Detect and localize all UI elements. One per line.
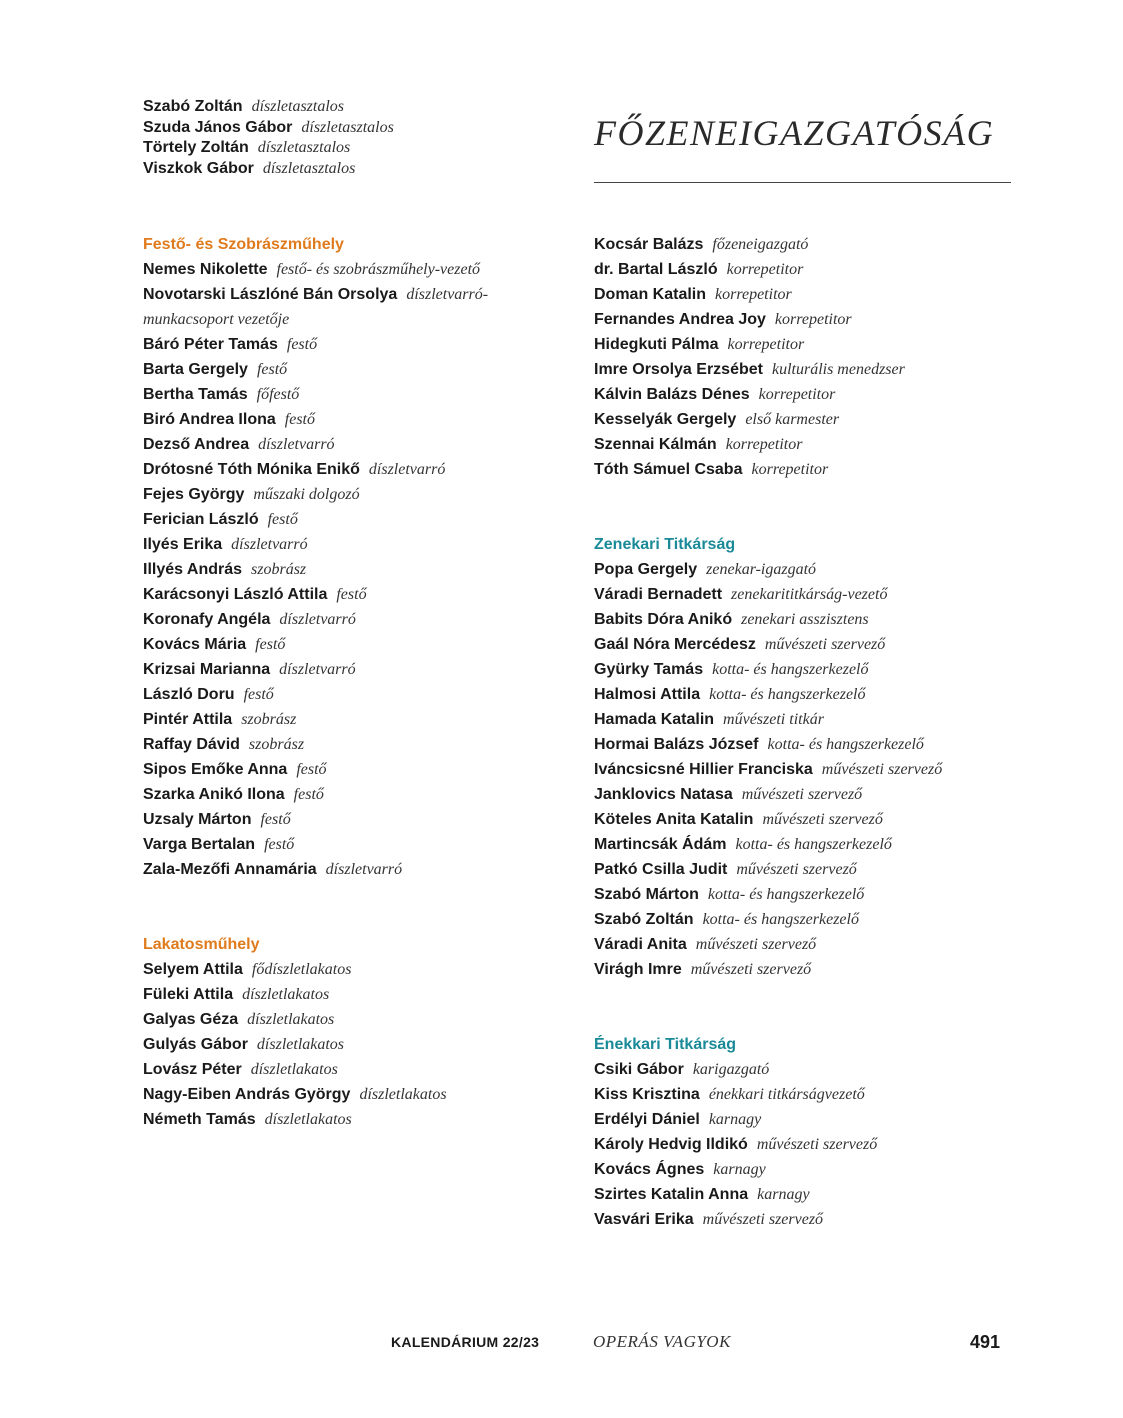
staff-role: díszletasztalos <box>257 139 351 156</box>
staff-name: László Doru <box>143 686 235 703</box>
staff-role: díszletasztalos <box>251 98 345 115</box>
staff-role: díszletvarró-munkacsoport vezetője <box>143 286 489 328</box>
staff-name: Kocsár Balázs <box>594 236 704 253</box>
staff-entry <box>594 882 942 907</box>
staff-name: Kovács Ágnes <box>594 1161 705 1178</box>
staff-name: Halmosi Attila <box>594 686 701 703</box>
staff-role: karnagy <box>713 1161 766 1178</box>
staff-role: korrepetitor <box>726 261 804 278</box>
staff-role: zenekar-igazgató <box>706 561 817 578</box>
staff-role: festő <box>296 761 327 778</box>
staff-role: művészeti szervező <box>762 811 883 828</box>
staff-entry <box>143 607 573 632</box>
staff-role: korrepetitor <box>758 386 836 403</box>
staff-entry <box>594 1057 877 1082</box>
staff-role: művészeti szervező <box>702 1211 824 1228</box>
staff-entry <box>594 332 905 357</box>
staff-role: díszletvarró <box>368 461 446 478</box>
festo-szobrasz-list <box>143 257 573 882</box>
staff-entry <box>594 1182 877 1207</box>
footer-publication: KALENDÁRIUM 22/23 <box>391 1334 540 1350</box>
staff-name: Koronafy Angéla <box>143 611 271 628</box>
staff-role: festő <box>336 586 367 603</box>
staff-name: Popa Gergely <box>594 561 698 578</box>
staff-entry <box>143 257 573 282</box>
staff-role: díszletvarró <box>325 861 403 878</box>
staff-role: szobrász <box>251 561 307 578</box>
staff-entry <box>594 432 905 457</box>
staff-name: Illyés András <box>143 561 243 578</box>
staff-entry <box>143 1082 447 1107</box>
staff-entry <box>143 807 573 832</box>
staff-role: zenekari asszisztens <box>741 611 869 628</box>
staff-entry <box>594 232 905 257</box>
staff-name: Kiss Krisztina <box>594 1086 700 1103</box>
staff-name: Doman Katalin <box>594 286 707 303</box>
footer-slogan: OPERÁS VAGYOK <box>593 1332 731 1351</box>
staff-name: Zala-Mezőfi Annamária <box>143 861 317 878</box>
staff-name: Drótosné Tóth Mónika Enikő <box>143 461 360 478</box>
staff-name: Barta Gergely <box>143 361 248 378</box>
staff-name: Gaál Nóra Mercédesz <box>594 636 756 653</box>
staff-entry <box>143 732 573 757</box>
staff-entry <box>143 507 573 532</box>
staff-name: Uzsaly Márton <box>143 811 252 828</box>
staff-name: Kálvin Balázs Dénes <box>594 386 750 403</box>
staff-role: korrepetitor <box>715 286 792 303</box>
staff-name: Báró Péter Tamás <box>143 336 278 353</box>
staff-entry <box>594 382 905 407</box>
staff-name: Viszkok Gábor <box>143 159 254 177</box>
lakatos-heading: Lakatosműhely <box>143 936 260 953</box>
staff-entry <box>143 382 573 407</box>
staff-entry <box>594 307 905 332</box>
staff-name: Babits Dóra Anikó <box>594 611 733 628</box>
staff-name: Sipos Emőke Anna <box>143 761 288 778</box>
staff-name: Károly Hedvig Ildikó <box>594 1136 748 1153</box>
staff-entry <box>143 407 573 432</box>
staff-role: művészeti titkár <box>723 711 824 728</box>
staff-entry <box>143 282 573 332</box>
festo-szobrasz-heading: Festő- és Szobrászműhely <box>143 236 344 253</box>
staff-role: kotta- és hangszerkezelő <box>709 686 866 703</box>
staff-name: Kovács Mária <box>143 636 247 653</box>
staff-role: díszletlakatos <box>256 1036 345 1053</box>
staff-role: díszletlakatos <box>359 1086 447 1103</box>
staff-role: festő <box>243 686 274 703</box>
staff-role: zenekarititkárság-vezető <box>731 586 888 603</box>
staff-name: Patkó Csilla Judit <box>594 861 728 878</box>
staff-entry <box>143 332 573 357</box>
staff-role: korrepetitor <box>751 461 829 478</box>
staff-role: festő <box>260 811 291 828</box>
staff-role: kotta- és hangszerkezelő <box>707 886 865 903</box>
staff-role: művészeti szervező <box>764 636 886 653</box>
staff-name: Hidegkuti Pálma <box>594 336 719 353</box>
staff-name: Bertha Tamás <box>143 386 248 403</box>
staff-entry <box>594 857 942 882</box>
staff-name: Szabó Zoltán <box>143 98 243 115</box>
staff-role: díszletvarró <box>279 661 356 678</box>
staff-role: karnagy <box>708 1111 762 1128</box>
staff-role: festő- és szobrászműhely-vezető <box>276 261 481 278</box>
staff-name: Gulyás Gábor <box>143 1036 248 1053</box>
staff-role: művészeti szervező <box>756 1136 878 1153</box>
staff-entry <box>594 582 942 607</box>
staff-name: Virágh Imre <box>594 961 682 978</box>
staff-name: Biró Andrea Ilona <box>143 411 276 428</box>
staff-entry <box>143 482 573 507</box>
zenekari-heading: Zenekari Titkárság <box>594 536 736 553</box>
staff-name: Fernandes Andrea Joy <box>594 311 766 328</box>
staff-entry <box>143 657 573 682</box>
staff-entry <box>594 607 942 632</box>
staff-entry <box>594 907 942 932</box>
page-title: FŐZENEIGAZGATÓSÁG <box>594 113 995 153</box>
staff-role: művészeti szervező <box>736 861 857 878</box>
staff-entry <box>143 982 447 1007</box>
staff-entry <box>594 632 942 657</box>
staff-entry <box>594 1107 877 1132</box>
staff-entry <box>143 707 573 732</box>
diszletasztalos-list <box>143 97 394 179</box>
staff-role: szobrász <box>241 711 297 728</box>
staff-name: Raffay Dávid <box>143 736 240 753</box>
staff-name: Vasvári Erika <box>594 1211 694 1228</box>
staff-entry <box>594 357 905 382</box>
staff-role: festő <box>264 836 295 853</box>
staff-role: korrepetitor <box>725 436 803 453</box>
staff-entry <box>143 118 394 139</box>
staff-role: karigazgató <box>692 1061 770 1078</box>
staff-name: Füleki Attila <box>143 986 234 1003</box>
staff-entry <box>143 457 573 482</box>
staff-entry <box>594 657 942 682</box>
staff-name: Fejes György <box>143 486 245 503</box>
staff-role: díszletvarró <box>231 536 308 553</box>
staff-role: festő <box>255 636 286 653</box>
staff-entry <box>143 532 573 557</box>
enekkari-heading: Énekkari Titkárság <box>594 1036 737 1053</box>
staff-role: fődíszletlakatos <box>251 961 352 978</box>
staff-name: Váradi Anita <box>594 936 687 953</box>
staff-name: Hamada Katalin <box>594 711 715 728</box>
staff-role: művészeti szervező <box>821 761 943 778</box>
staff-entry <box>143 159 394 180</box>
staff-name: Tóth Sámuel Csaba <box>594 461 743 478</box>
staff-entry <box>594 1132 877 1157</box>
staff-role: karnagy <box>757 1186 810 1203</box>
staff-entry <box>594 282 905 307</box>
staff-entry <box>143 857 573 882</box>
staff-name: Törtely Zoltán <box>143 139 249 156</box>
staff-role: kotta- és hangszerkezelő <box>712 661 869 678</box>
staff-entry <box>594 957 942 982</box>
staff-name: Janklovics Natasa <box>594 786 733 803</box>
staff-name: Csiki Gábor <box>594 1061 684 1078</box>
staff-entry <box>143 757 573 782</box>
staff-entry <box>594 1207 877 1232</box>
staff-entry <box>594 257 905 282</box>
staff-name: Váradi Bernadett <box>594 586 723 603</box>
title-divider <box>594 182 1011 183</box>
staff-role: festő <box>284 411 315 428</box>
staff-name: Varga Bertalan <box>143 836 256 853</box>
staff-entry <box>143 632 573 657</box>
staff-name: Köteles Anita Katalin <box>594 811 754 828</box>
staff-name: Szarka Anikó Ilona <box>143 786 285 803</box>
staff-role: kulturális menedzser <box>771 361 905 378</box>
staff-entry <box>594 707 942 732</box>
staff-name: dr. Bartal László <box>594 261 718 278</box>
staff-entry <box>594 832 942 857</box>
staff-name: Szabó Zoltán <box>594 911 694 928</box>
staff-role: díszletlakatos <box>242 986 330 1003</box>
staff-name: Iváncsicsné Hillier Franciska <box>594 761 813 778</box>
staff-entry <box>594 732 942 757</box>
staff-name: Erdélyi Dániel <box>594 1111 700 1128</box>
staff-role: művészeti szervező <box>695 936 817 953</box>
staff-role: díszletlakatos <box>250 1061 338 1078</box>
staff-entry <box>143 682 573 707</box>
staff-name: Martincsák Ádám <box>594 836 727 853</box>
staff-entry <box>594 682 942 707</box>
staff-role: díszletasztalos <box>301 118 394 136</box>
staff-entry <box>143 582 573 607</box>
page-number: 491 <box>970 1332 1001 1352</box>
staff-name: Galyas Géza <box>143 1011 239 1028</box>
staff-name: Lovász Péter <box>143 1061 242 1078</box>
staff-entry <box>143 557 573 582</box>
staff-role: kotta- és hangszerkezelő <box>767 736 924 753</box>
staff-name: Szennai Kálmán <box>594 436 717 453</box>
staff-entry <box>143 97 394 118</box>
staff-name: Dezső Andrea <box>143 436 250 453</box>
staff-name: Németh Tamás <box>143 1111 256 1128</box>
staff-entry <box>594 932 942 957</box>
staff-entry <box>143 957 447 982</box>
staff-role: festő <box>293 786 324 803</box>
staff-role: énekkari titkárságvezető <box>708 1086 865 1103</box>
staff-name: Nemes Nikolette <box>143 261 268 278</box>
staff-name: Gyürky Tamás <box>594 661 704 678</box>
staff-name: Hormai Balázs József <box>594 736 759 753</box>
staff-entry <box>143 1032 447 1057</box>
staff-entry <box>594 557 942 582</box>
staff-role: díszletlakatos <box>264 1111 352 1128</box>
staff-role: művészeti szervező <box>690 961 812 978</box>
staff-entry <box>594 807 942 832</box>
staff-role: főfestő <box>256 386 300 403</box>
staff-name: Novotarski Lászlóné Bán Orsolya <box>143 286 398 303</box>
staff-entry <box>143 138 394 159</box>
staff-role: első karmester <box>745 411 840 428</box>
staff-role: kotta- és hangszerkezelő <box>702 911 859 928</box>
staff-role: festő <box>267 511 298 528</box>
staff-entry <box>143 782 573 807</box>
staff-name: Szuda János Gábor <box>143 118 293 136</box>
staff-role: korrepetitor <box>774 311 852 328</box>
staff-name: Szirtes Katalin Anna <box>594 1186 749 1203</box>
staff-role: díszletvarró <box>279 611 356 628</box>
staff-role: festő <box>256 361 288 378</box>
staff-entry <box>594 757 942 782</box>
zenekari-list <box>594 557 942 982</box>
staff-entry <box>143 1107 447 1132</box>
staff-entry <box>143 357 573 382</box>
staff-role: szobrász <box>248 736 305 753</box>
staff-role: díszletvarró <box>258 436 335 453</box>
staff-name: Ilyés Erika <box>143 536 223 553</box>
staff-role: művészeti szervező <box>741 786 863 803</box>
staff-role: korrepetitor <box>727 336 805 353</box>
lakatos-list <box>143 957 447 1132</box>
staff-role: főzeneigazgató <box>712 236 809 253</box>
staff-entry <box>143 832 573 857</box>
staff-entry <box>594 1157 877 1182</box>
staff-name: Ferician László <box>143 511 259 528</box>
staff-entry <box>143 1007 447 1032</box>
staff-name: Selyem Attila <box>143 961 243 978</box>
staff-entry <box>143 1057 447 1082</box>
fozene-list <box>594 232 905 482</box>
staff-name: Imre Orsolya Erzsébet <box>594 361 763 378</box>
staff-role: kotta- és hangszerkezelő <box>735 836 892 853</box>
staff-entry <box>594 782 942 807</box>
staff-name: Pintér Attila <box>143 711 233 728</box>
staff-name: Kesselyák Gergely <box>594 411 737 428</box>
staff-entry <box>143 432 573 457</box>
staff-name: Karácsonyi László Attila <box>143 586 328 603</box>
staff-entry <box>594 457 905 482</box>
staff-entry <box>594 1082 877 1107</box>
staff-role: műszaki dolgozó <box>253 486 360 503</box>
staff-entry <box>594 407 905 432</box>
staff-name: Krizsai Marianna <box>143 661 271 678</box>
staff-role: festő <box>286 336 318 353</box>
staff-role: díszletasztalos <box>262 159 356 177</box>
staff-name: Szabó Márton <box>594 886 699 903</box>
enekkari-list <box>594 1057 877 1232</box>
staff-role: díszletlakatos <box>247 1011 335 1028</box>
staff-name: Nagy-Eiben András György <box>143 1086 351 1103</box>
